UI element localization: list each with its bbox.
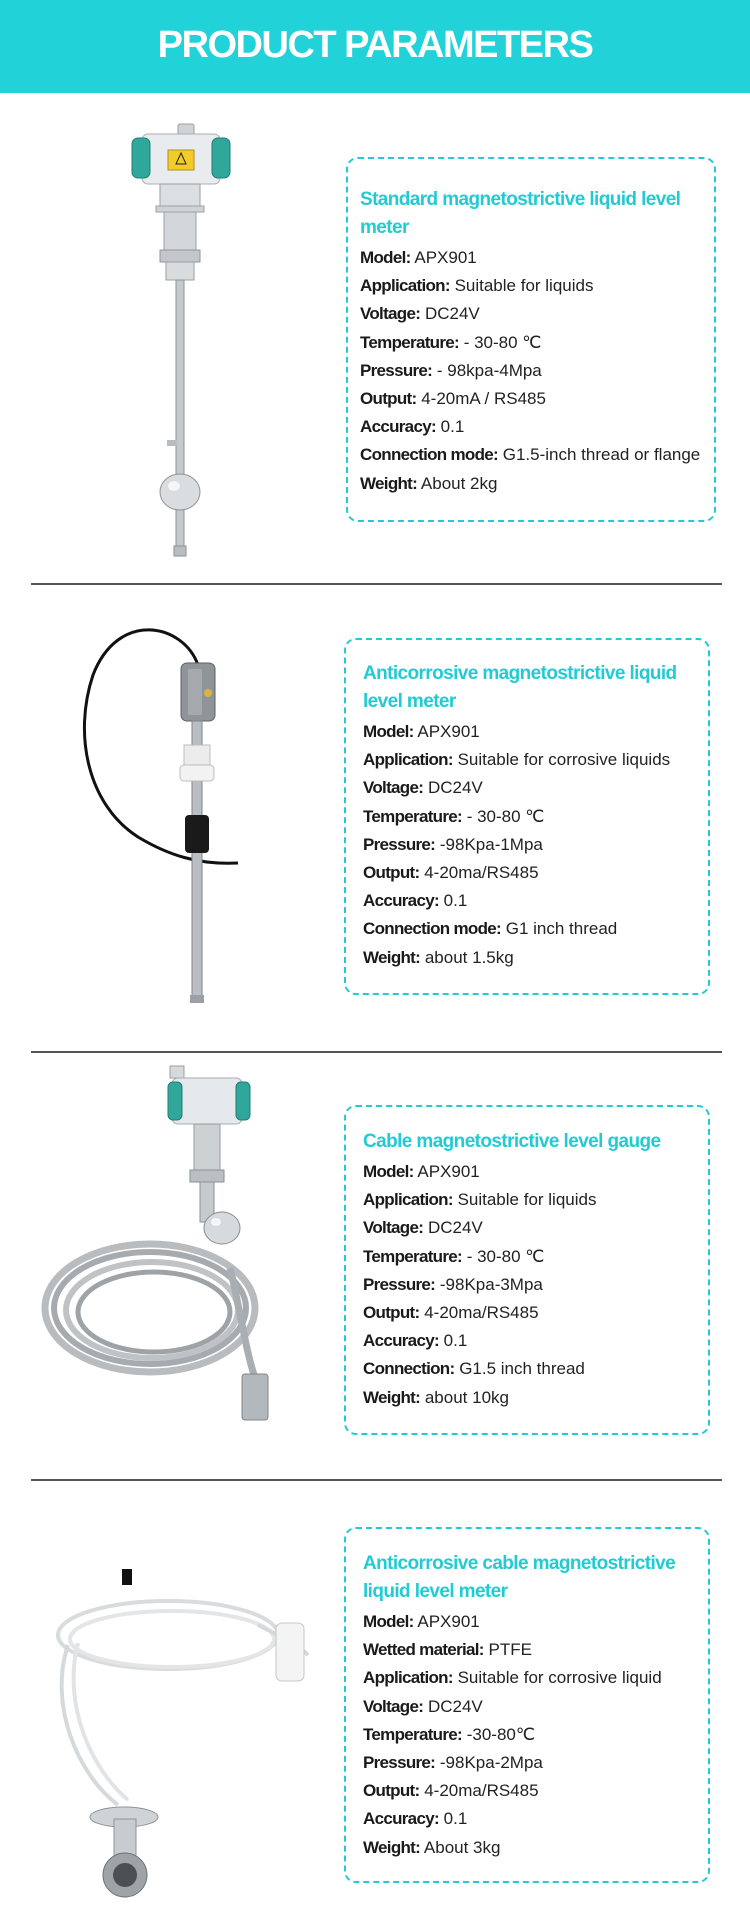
spec-label: Application: bbox=[363, 1668, 453, 1688]
spec-value: G1.5-inch thread or flange bbox=[502, 445, 701, 465]
spec-value: 0.1 bbox=[443, 1809, 468, 1829]
spec-row-voltage bbox=[363, 1693, 703, 1721]
spec-value: -98Kpa-1Mpa bbox=[439, 834, 543, 854]
spec-label: Accuracy: bbox=[360, 417, 436, 437]
header-banner bbox=[0, 0, 750, 93]
spec-label: Voltage: bbox=[360, 304, 421, 324]
spec-label: Model: bbox=[363, 1162, 414, 1181]
spec-value: DC24V bbox=[424, 304, 480, 324]
spec-content-product-1 bbox=[360, 186, 710, 498]
spec-label: Output: bbox=[360, 389, 417, 409]
spec-value: Suitable for corrosive liquid bbox=[457, 1668, 662, 1688]
spec-row-pressure bbox=[360, 357, 710, 385]
spec-value: 4-20mA / RS485 bbox=[421, 389, 546, 409]
spec-label: Accuracy: bbox=[363, 1331, 439, 1351]
spec-label: Model: bbox=[363, 1612, 414, 1631]
spec-row-application bbox=[363, 1664, 703, 1692]
spec-value: -98Kpa-2Mpa bbox=[439, 1753, 543, 1773]
spec-row-weight bbox=[360, 470, 710, 498]
spec-row-pressure bbox=[363, 1271, 703, 1299]
spec-row-voltage bbox=[363, 1214, 703, 1242]
spec-row-weight bbox=[363, 944, 703, 972]
spec-value: - 30-80 ℃ bbox=[463, 332, 542, 352]
product-image-standard-meter bbox=[120, 120, 240, 560]
spec-row-application bbox=[363, 1186, 703, 1214]
spec-row-temperature bbox=[360, 329, 710, 357]
spec-label: Output: bbox=[363, 863, 420, 883]
spec-value: Suitable for corrosive liquids bbox=[457, 750, 671, 770]
spec-row-connection bbox=[360, 441, 710, 469]
page-title: PRODUCT PARAMETERS bbox=[157, 24, 593, 66]
section-divider bbox=[31, 1051, 722, 1053]
spec-label: Temperature: bbox=[363, 806, 462, 826]
spec-value: 0.1 bbox=[443, 891, 468, 911]
spec-value: APX901 bbox=[417, 722, 480, 741]
spec-label: Weight: bbox=[363, 947, 421, 967]
spec-label: Output: bbox=[363, 1781, 420, 1801]
spec-row-output bbox=[363, 1777, 703, 1805]
spec-label: Pressure: bbox=[363, 1753, 436, 1773]
spec-value: G1 inch thread bbox=[505, 919, 618, 939]
spec-content-product-3 bbox=[363, 1128, 703, 1412]
spec-row-accuracy bbox=[363, 1805, 703, 1833]
spec-value: - 30-80 ℃ bbox=[466, 1246, 545, 1266]
spec-label: Temperature: bbox=[363, 1246, 462, 1266]
spec-label: Output: bbox=[363, 1303, 420, 1323]
spec-value: DC24V bbox=[427, 778, 483, 798]
spec-row-output bbox=[363, 859, 703, 887]
spec-row-temperature bbox=[363, 1721, 703, 1749]
spec-value: PTFE bbox=[488, 1640, 532, 1660]
spec-label: Weight: bbox=[363, 1837, 421, 1857]
spec-value: APX901 bbox=[417, 1612, 480, 1631]
spec-value: - 98kpa-4Mpa bbox=[436, 360, 542, 380]
spec-label: Accuracy: bbox=[363, 891, 439, 911]
spec-label: Weight: bbox=[363, 1387, 421, 1407]
spec-value: DC24V bbox=[427, 1218, 483, 1238]
spec-row-output bbox=[363, 1299, 703, 1327]
spec-label: Application: bbox=[360, 276, 450, 296]
section-divider bbox=[31, 583, 722, 585]
spec-value: about 1.5kg bbox=[424, 947, 514, 967]
product-image-cable-gauge bbox=[40, 1058, 320, 1438]
spec-label: Connection: bbox=[363, 1359, 455, 1379]
spec-label: Connection mode: bbox=[360, 445, 499, 465]
spec-row-accuracy bbox=[363, 887, 703, 915]
spec-row-model bbox=[363, 1608, 703, 1636]
spec-value: about 10kg bbox=[424, 1387, 509, 1407]
spec-label: Weight: bbox=[360, 473, 418, 493]
spec-row-pressure bbox=[363, 831, 703, 859]
spec-row-weight bbox=[363, 1834, 703, 1862]
spec-row-temperature bbox=[363, 803, 703, 831]
spec-label: Pressure: bbox=[363, 1274, 436, 1294]
spec-label: Model: bbox=[363, 722, 414, 741]
spec-label: Voltage: bbox=[363, 778, 424, 798]
product-title: Standard magnetostrictive liquid level meter bbox=[360, 189, 681, 238]
spec-value: 4-20ma/RS485 bbox=[424, 1303, 539, 1323]
spec-row-model bbox=[360, 244, 710, 272]
spec-content-product-4 bbox=[363, 1550, 703, 1862]
spec-value: APX901 bbox=[414, 248, 477, 267]
spec-value: DC24V bbox=[427, 1696, 483, 1716]
spec-label: Accuracy: bbox=[363, 1809, 439, 1829]
spec-value: Suitable for liquids bbox=[457, 1190, 597, 1210]
spec-value: APX901 bbox=[417, 1162, 480, 1181]
spec-row-connection bbox=[363, 1355, 703, 1383]
spec-label: Pressure: bbox=[360, 360, 433, 380]
spec-row-connection bbox=[363, 915, 703, 943]
spec-row-voltage bbox=[363, 774, 703, 802]
spec-row-accuracy bbox=[360, 413, 710, 441]
product-title: Cable magnetostrictive level gauge bbox=[363, 1131, 661, 1152]
spec-row-weight bbox=[363, 1384, 703, 1412]
spec-value: About 2kg bbox=[420, 473, 498, 493]
spec-value: -30-80℃ bbox=[466, 1724, 535, 1744]
spec-value: 0.1 bbox=[443, 1331, 468, 1351]
spec-label: Temperature: bbox=[360, 332, 459, 352]
spec-label: Connection mode: bbox=[363, 919, 502, 939]
spec-row-application bbox=[363, 746, 703, 774]
spec-row-application bbox=[360, 272, 710, 300]
spec-row-accuracy bbox=[363, 1327, 703, 1355]
spec-label: Model: bbox=[360, 248, 411, 267]
product-image-anticorrosive-cable-meter bbox=[48, 1555, 328, 1905]
spec-label: Pressure: bbox=[363, 834, 436, 854]
section-divider bbox=[31, 1479, 722, 1481]
spec-value: - 30-80 ℃ bbox=[466, 806, 545, 826]
spec-row-wetted-material bbox=[363, 1636, 703, 1664]
spec-row-output bbox=[360, 385, 710, 413]
spec-value: 4-20ma/RS485 bbox=[424, 1781, 539, 1801]
spec-value: G1.5 inch thread bbox=[459, 1359, 585, 1379]
spec-row-model bbox=[363, 1158, 703, 1186]
spec-row-pressure bbox=[363, 1749, 703, 1777]
spec-value: -98Kpa-3Mpa bbox=[439, 1274, 543, 1294]
spec-label: Voltage: bbox=[363, 1218, 424, 1238]
spec-content-product-2 bbox=[363, 660, 703, 972]
spec-label: Voltage: bbox=[363, 1696, 424, 1716]
spec-value: 4-20ma/RS485 bbox=[424, 863, 539, 883]
spec-row-voltage bbox=[360, 300, 710, 328]
product-title: Anticorrosive magnetostrictive liquid level meter bbox=[363, 663, 677, 712]
product-title: Anticorrosive cable magnetostrictive liquid level meter bbox=[363, 1553, 676, 1602]
spec-label: Temperature: bbox=[363, 1724, 462, 1744]
spec-label: Wetted material: bbox=[363, 1640, 484, 1660]
spec-value: 0.1 bbox=[440, 417, 465, 437]
spec-row-temperature bbox=[363, 1243, 703, 1271]
spec-row-model bbox=[363, 718, 703, 746]
spec-value: About 3kg bbox=[423, 1837, 501, 1857]
spec-label: Application: bbox=[363, 750, 453, 770]
spec-value: Suitable for liquids bbox=[454, 276, 594, 296]
spec-label: Application: bbox=[363, 1190, 453, 1210]
product-image-anticorrosive-meter bbox=[78, 615, 258, 1005]
